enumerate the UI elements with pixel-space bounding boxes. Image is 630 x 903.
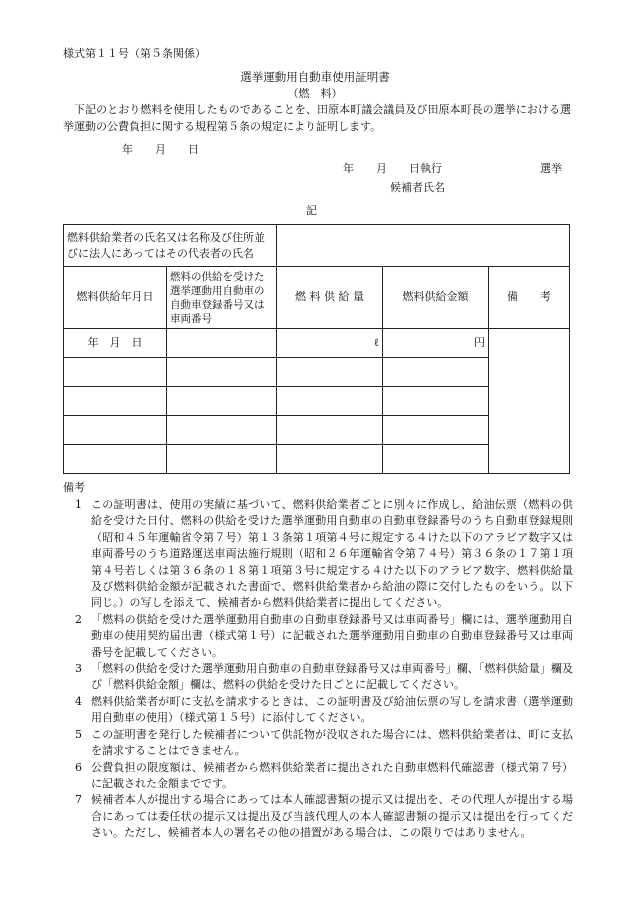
row-price-cell[interactable] bbox=[383, 387, 489, 416]
document-title: 選挙運動用自動車使用証明書 bbox=[240, 70, 390, 84]
note-item bbox=[63, 760, 573, 793]
row-price-cell[interactable]: 円 bbox=[383, 329, 489, 358]
candidate-name-label: 候補者氏名 bbox=[390, 181, 445, 194]
notes-section bbox=[63, 480, 573, 842]
row-date-cell[interactable] bbox=[64, 387, 167, 416]
supplier-row bbox=[64, 225, 570, 267]
header-price: 燃料供給金額 bbox=[383, 267, 489, 329]
note-text: 「燃料の供給を受けた選挙運動用自動車の自動車登録番号又は車両番号」欄には、選挙運動用自動車の使用契約届出書（様式第１号）に記載された選挙運動用自動車の自動車登録番号又は車両番号を記載してください。 bbox=[91, 612, 573, 659]
note-number: 1 bbox=[75, 498, 82, 511]
note-text: 燃料供給業者が町に支払を請求するときは、この証明書及び給油伝票の写しを請求書（選挙運動用自動車の使用）（様式第１５号）に添付してください。 bbox=[91, 694, 573, 725]
row-amount-cell[interactable] bbox=[277, 358, 383, 387]
fuel-supply-table bbox=[63, 224, 570, 474]
row-price-cell[interactable] bbox=[383, 358, 489, 387]
header-vehicle: 燃料の供給を受けた選挙運動用自動車の自動車登録番号又は車両番号 bbox=[167, 267, 277, 329]
notes-title: 備考 bbox=[63, 481, 85, 494]
supplier-label-cell: 燃料供給業者の氏名又は名称及び住所並びに法人にあってはその代表者の氏名 bbox=[64, 225, 277, 267]
row-vehicle-cell[interactable] bbox=[167, 358, 277, 387]
note-text: この証明書は、使用の実績に基づいて、燃料供給業者ごとに別々に作成し、給油伝票（燃料の供給を受けた日付、燃料の供給を受けた選挙運動用自動車の自動車登録番号のうち自動車登録規則（昭和４５年運輸省令第７号）第１３条第１項第４号に規定する４けた以下のアラビア数字又は車両番号のうち道路運送車両法施行規則（昭和２６年運輸省令第７４号）第３６条の１７第１項第４号若しくは第３６条の１８第１項第３号に規定する４けた以下のアラビア数字、燃料供給量及び燃料供給金額が記載された書面で、燃料供給業者から給油の際に交付したものをいう。以下同じ。）の写しを添えて、候補者から燃料供給業者に提出してください。 bbox=[91, 498, 573, 610]
header-date: 燃料供給年月日 bbox=[64, 267, 167, 329]
row-amount-cell[interactable] bbox=[277, 445, 383, 474]
table-row bbox=[64, 329, 570, 358]
row-date-cell[interactable] bbox=[64, 358, 167, 387]
note-item bbox=[63, 661, 573, 694]
row-price-cell[interactable] bbox=[383, 445, 489, 474]
note-text: 公費負担の限度額は、候補者から燃料供給業者に提出された自動車燃料代確認書（様式第７号）に記載された金額までです。 bbox=[91, 760, 573, 790]
election-label: 選挙 bbox=[540, 162, 562, 175]
note-text: 候補者本人が提出する場合にあっては本人確認書類の提示又は提出を、その代理人が提出する場合にあっては委任状の提示又は提出及び当該代理人の本人確認書類の提示又は提出を行ってください。ただし、候補者本人の署名その他の措置がある場合は、この限りではありません。 bbox=[91, 793, 573, 840]
row-date-cell[interactable] bbox=[64, 416, 167, 445]
note-number: 3 bbox=[75, 662, 82, 676]
note-item bbox=[63, 792, 573, 841]
row-date-cell[interactable]: 年 月 日 bbox=[64, 329, 167, 358]
remarks-cell[interactable] bbox=[489, 329, 570, 474]
note-item bbox=[63, 694, 573, 727]
row-date-cell[interactable] bbox=[64, 445, 167, 474]
note-text: この証明書を発行した候補者について供託物が没収された場合には、燃料供給業者は、町に支払を請求することはできません。 bbox=[91, 727, 573, 758]
note-number: 7 bbox=[75, 793, 82, 807]
note-number: 6 bbox=[75, 760, 82, 774]
note-item bbox=[63, 497, 573, 612]
document-subtitle: （燃 料） bbox=[287, 87, 343, 100]
note-item bbox=[63, 727, 573, 760]
row-vehicle-cell[interactable] bbox=[167, 387, 277, 416]
election-date: 年 月 日執行 bbox=[343, 162, 442, 175]
header-remarks: 備 考 bbox=[489, 267, 570, 329]
row-vehicle-cell[interactable] bbox=[167, 416, 277, 445]
header-row bbox=[64, 267, 570, 329]
supplier-value-cell[interactable] bbox=[277, 225, 570, 267]
note-number: 5 bbox=[75, 727, 82, 741]
issue-date: 年 月 日 bbox=[122, 143, 199, 156]
form-number: 様式第１１号（第５条関係） bbox=[63, 47, 206, 60]
ki-heading: 記 bbox=[306, 204, 317, 217]
note-item bbox=[63, 612, 573, 661]
note-number: 4 bbox=[75, 694, 82, 708]
note-number: 2 bbox=[75, 612, 82, 626]
row-amount-cell[interactable] bbox=[277, 387, 383, 416]
row-vehicle-cell[interactable] bbox=[167, 329, 277, 358]
row-amount-cell[interactable] bbox=[277, 416, 383, 445]
row-amount-cell[interactable]: ℓ bbox=[277, 329, 383, 358]
row-price-cell[interactable] bbox=[383, 416, 489, 445]
note-text: 「燃料の供給を受けた選挙運動用自動車の自動車登録番号又は車両番号」欄、「燃料供給量」欄及び「燃料供給金額」欄は、燃料の供給を受けた日ごとに記載してください。 bbox=[91, 662, 573, 692]
header-amount: 燃 料 供 給 量 bbox=[277, 267, 383, 329]
row-vehicle-cell[interactable] bbox=[167, 445, 277, 474]
intro-paragraph: 下記のとおり燃料を使用したものであることを、田原本町議会議員及び田原本町長の選挙における選挙運動の公費負担に関する規程第５条の規定により証明します。 bbox=[63, 103, 571, 133]
